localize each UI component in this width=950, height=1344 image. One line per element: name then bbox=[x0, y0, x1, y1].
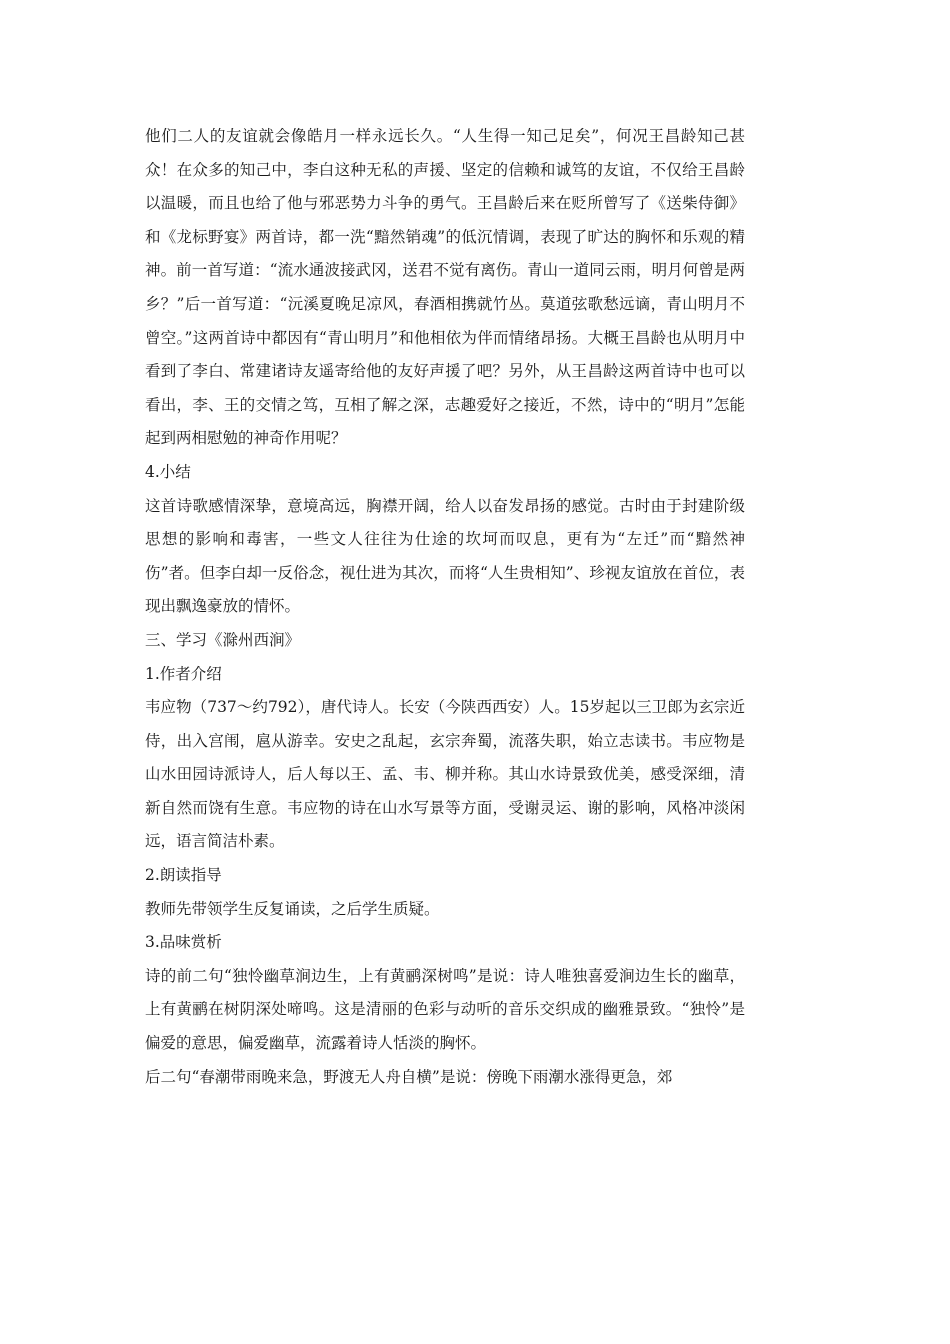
paragraph-first-two-lines: 诗的前二句“独怜幽草涧边生，上有黄鹂深树鸣”是说：诗人唯独喜爱涧边生长的幽草，上有黄鹂在树阴深处啼鸣。这是清丽的色彩与动听的音乐交织成的幽雅景致。“独怜”是偏爱的意思，偏爱幽草，流露着诗人恬淡的胸怀。 bbox=[145, 966, 745, 1053]
paragraph-author-intro: 韦应物（737～约792），唐代诗人。长安（今陕西西安）人。15岁起以三卫郎为玄宗近侍，出入宫闱，扈从游幸。安史之乱起，玄宗奔蜀，流落失职，始立志读书。韦应物是山水田园诗派诗人，后人每以王、孟、韦、柳并称。其山水诗景致优美，感受深细，清新自然而饶有生意。韦应物的诗在山水写景等方面，受谢灵运、谢的影响，风格冲淡闲远，语言简洁朴素。 bbox=[145, 698, 745, 851]
heading-appreciation: 3.品味赏析 bbox=[145, 933, 222, 952]
paragraph-summary: 这首诗歌感情深挚，意境高远，胸襟开阔，给人以奋发昂扬的感觉。古时由于封建阶级思想的影响和毒害，一些文人往往为仕途的坎坷而叹息，更有为“左迁”而“黯然神伤”者。但李白却一反俗念，视仕进为其次，而将“人生贵相知”、珍视友谊放在首位，表现出飘逸豪放的情怀。 bbox=[145, 496, 745, 616]
heading-summary: 4.小结 bbox=[145, 462, 191, 481]
paragraph-wang-changling-friendship: 他们二人的友谊就会像皓月一样永远长久。“人生得一知己足矣”，何况王昌龄知己甚众！在众多的知己中，李白这种无私的声援、坚定的信赖和诚笃的友谊，不仅给王昌龄以温暖，而且也给了他与邪恶势力斗争的勇气。王昌龄后来在贬所曾写了《送柴侍御》和《龙标野宴》两首诗，都一洗“黯然销魂”的低沉情调，表现了旷达的胸怀和乐观的精神。前一首写道：“流水通波接武冈，送君不觉有离伤。青山一道同云雨，明月何曾是两乡？”后一首写道：“沅溪夏晚足凉风，春酒相携就竹丛。莫道弦歌愁远谪，青山明月不曾空。”这两首诗中都因有“青山明月”和他相依为伴而情绪昂扬。大概王昌龄也从明月中看到了李白、常建诸诗友遥寄给他的友好声援了吧？另外，从王昌龄这两首诗中也可以看出，李、王的交情之笃，互相了解之深，志趣爱好之接近，不然，诗中的“明月”怎能起到两相慰勉的神奇作用呢？ bbox=[145, 127, 745, 448]
heading-author-intro: 1.作者介绍 bbox=[145, 664, 222, 683]
paragraph-reading-guide: 教师先带领学生反复诵读，之后学生质疑。 bbox=[145, 899, 440, 918]
paragraph-last-two-lines: 后二句“春潮带雨晚来急，野渡无人舟自横”是说：傍晚下雨潮水涨得更急，郊 bbox=[145, 1067, 673, 1086]
document-page bbox=[145, 120, 745, 1094]
heading-reading-guide: 2.朗读指导 bbox=[145, 866, 222, 885]
heading-section-three: 三、学习《滁州西涧》 bbox=[145, 630, 301, 649]
